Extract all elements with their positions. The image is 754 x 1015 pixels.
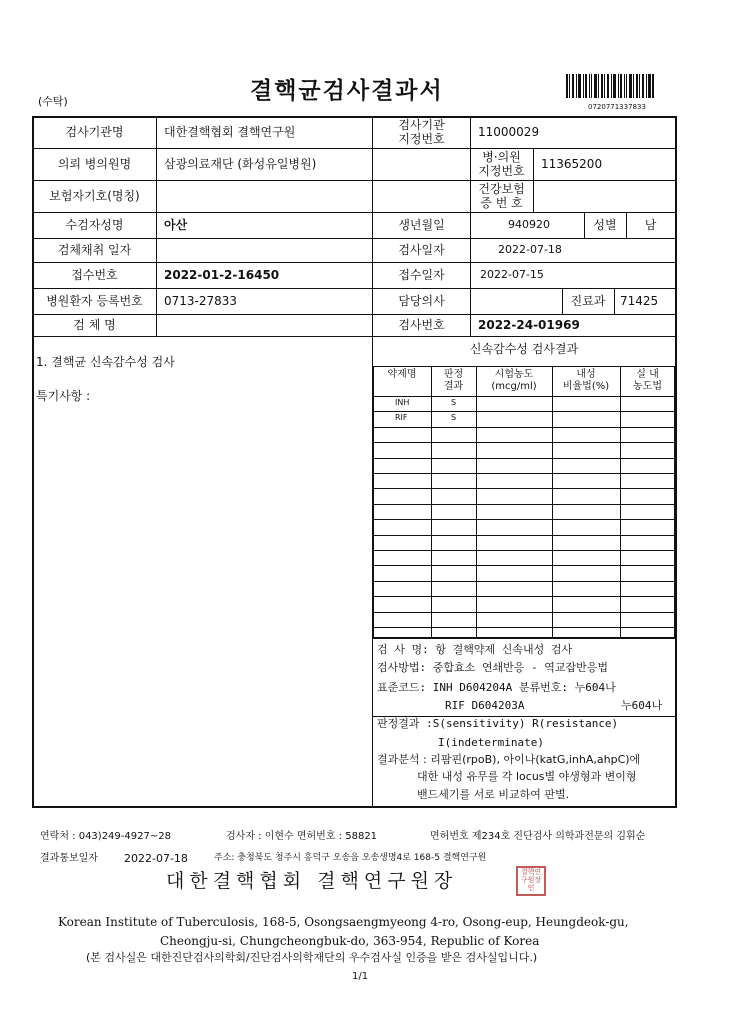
test-no-label: 검사번호 bbox=[398, 318, 445, 332]
test-no-value: 2022-24-01969 bbox=[478, 318, 580, 332]
receipt-no-value: 2022-01-2-16450 bbox=[164, 268, 280, 282]
test-name: 검 사 명: 항 결핵약제 신속내성 검사 bbox=[377, 643, 573, 656]
barcode-number: 0720771337833 bbox=[588, 103, 646, 111]
remarks-label: 특기사항 : bbox=[36, 389, 91, 403]
address: 주소: 충청북도 청주시 흥덕구 오송읍 오송생명4로 168-5 결핵연구원 bbox=[214, 853, 487, 863]
english-address-2: Cheongju-si, Chungcheongbuk-do, 363-954, Republic of Korea bbox=[160, 934, 540, 948]
receipt-no-label: 접수번호 bbox=[71, 268, 118, 282]
results-cell: S bbox=[450, 398, 457, 407]
dept-value: 71425 bbox=[620, 294, 659, 308]
agency-no-label-2: 지정번호 bbox=[398, 132, 445, 146]
analysis-2: 대한 내성 유무를 각 locus별 야생형과 변이형 bbox=[417, 770, 637, 783]
agency-value: 대한결핵협회 결핵연구원 bbox=[164, 125, 296, 139]
phone-info: 연락처 : 043)249-4927~28 bbox=[40, 831, 171, 842]
health-no-label-2: 증 번 호 bbox=[480, 196, 523, 210]
barcode bbox=[566, 74, 654, 104]
health-no-label: 건강보험 bbox=[478, 182, 525, 196]
reg-no-label: 병원환자 등록번호 bbox=[46, 294, 143, 308]
dept-label: 진료과 bbox=[570, 294, 606, 308]
license-info: 면허번호 제234호 진단검사 의학과전문의 김휘순 bbox=[430, 831, 646, 842]
results-cell: RIF bbox=[395, 413, 408, 423]
org-name: 대한결핵협회 결핵연구원장 bbox=[166, 870, 458, 892]
results-header-0: 약제명 bbox=[387, 369, 417, 380]
sex-label: 성별 bbox=[593, 218, 617, 232]
patient-name-value: 아산 bbox=[164, 218, 188, 232]
receipt-date-label: 접수일자 bbox=[398, 268, 445, 282]
results-header-1: 판정 결과 bbox=[443, 369, 464, 392]
requesting-label: 의뢰 병의원명 bbox=[57, 157, 132, 171]
seal-stamp: 결핵연구원장인 bbox=[516, 866, 546, 896]
results-header-4: 실 내 농도법 bbox=[633, 369, 662, 392]
test-date-value: 2022-07-18 bbox=[498, 243, 562, 256]
doctor-label: 담당의사 bbox=[398, 294, 445, 308]
analysis-3: 밴드세기를 서로 비교하여 판별. bbox=[417, 788, 570, 801]
results-header-2: 시험농도 (mcg/ml) bbox=[491, 369, 537, 392]
test-date-label: 검사일자 bbox=[398, 243, 445, 257]
judgement-2: I(indeterminate) bbox=[438, 736, 544, 749]
receipt-date-value: 2022-07-15 bbox=[480, 268, 544, 281]
dob-value: 940920 bbox=[508, 218, 550, 231]
agency-no-label: 검사기관 bbox=[398, 118, 445, 132]
page-title: 결핵균검사결과서 bbox=[250, 78, 444, 104]
hospital-no-label: 병·의원 bbox=[482, 150, 521, 164]
sex-value: 남 bbox=[644, 218, 657, 232]
test-item: 1. 결핵균 신속감수성 검사 bbox=[36, 355, 175, 369]
results-cell: S bbox=[450, 413, 457, 423]
hospital-no-label-2: 지정번호 bbox=[478, 164, 525, 178]
hospital-no-value: 11365200 bbox=[541, 157, 603, 171]
dob-label: 생년월일 bbox=[398, 218, 445, 232]
std-code-2: RIF D604203A bbox=[445, 699, 525, 712]
judgement-1: 판정결과 :S(sensitivity) R(resistance) bbox=[377, 717, 619, 730]
requesting-value: 삼광의료재단 (화성유일병원) bbox=[164, 157, 317, 171]
page-number: 1/1 bbox=[352, 971, 369, 982]
certification-note: (본 검사실은 대한진단검사의학회/진단검사의학재단의 우수검사실 인증을 받은 검사실입니다.) bbox=[86, 951, 538, 964]
insured-label: 보험자기호(명칭) bbox=[49, 189, 140, 203]
collect-date-label: 검체채취 일자 bbox=[57, 243, 132, 257]
results-header-3: 내성 비율법(%) bbox=[562, 369, 610, 392]
report-date-value: 2022-07-18 bbox=[124, 852, 188, 865]
report-date-label: 결과통보일자 bbox=[40, 853, 98, 864]
received-label: (수탁) bbox=[38, 95, 68, 108]
examiner-info: 검사자 : 이현수 면허번호 : 58821 bbox=[226, 831, 378, 842]
english-address-1: Korean Institute of Tuberculosis, 168-5, Osongsaengmyeong 4-ro, Osong-eup, Heungdeok-gu, bbox=[58, 915, 629, 929]
results-table bbox=[373, 366, 675, 638]
test-method: 검사방법: 중합효소 연쇄반응 - 역교잡반응법 bbox=[377, 661, 609, 674]
agency-label: 검사기관명 bbox=[65, 125, 124, 139]
results-title: 신속감수성 검사결과 bbox=[469, 342, 579, 356]
agency-no-value: 11000029 bbox=[478, 125, 540, 139]
results-cell: INH bbox=[395, 398, 410, 407]
specimen-label: 검 체 명 bbox=[73, 318, 116, 332]
std-code: 표준코드: INH D604204A 분류번호: 누604나 bbox=[377, 681, 616, 694]
patient-name-label: 수검자성명 bbox=[65, 218, 124, 232]
analysis-1: 결과분석 : 리팜핀(rpoB), 아이나(katG,inhA,ahpC)에 bbox=[377, 753, 641, 766]
reg-no-value: 0713-27833 bbox=[164, 294, 238, 308]
class-no-2: 누604나 bbox=[621, 699, 663, 712]
